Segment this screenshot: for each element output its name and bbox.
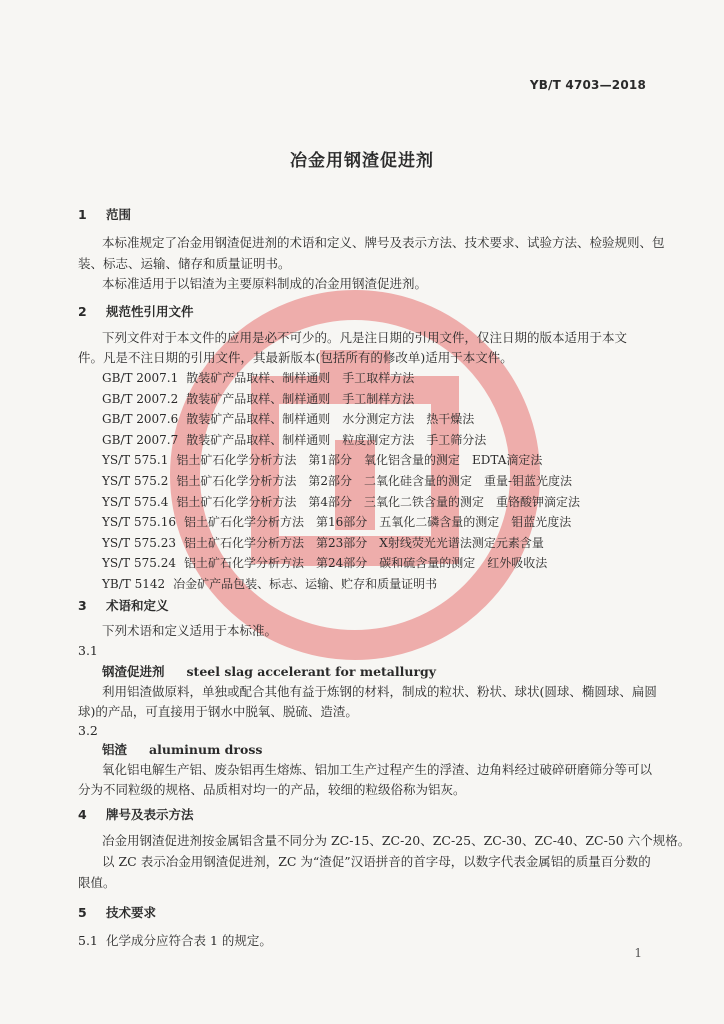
reference-code: YS/T 575.4 [102, 494, 169, 509]
reference-code: YB/T 5142 [102, 577, 166, 591]
reference-item [102, 430, 486, 450]
section-2-paragraph-cont: 件。凡是不注日期的引用文件，其最新版本(包括所有的修改单)适用于本文件。 [78, 350, 513, 365]
reference-code: GB/T 2007.1 [102, 371, 179, 385]
section-3-heading: 3 术语和定义 [78, 598, 169, 613]
reference-title: 冶金矿产品包装、标志、运输、贮存和质量证明书 [173, 577, 438, 591]
term-3-1-definition-cont: 球)的产品，可直接用于钢水中脱氧、脱硫、造渣。 [78, 704, 358, 719]
reference-title: 铝土矿石化学分析方法 第23部分 X射线荧光光谱法测定元素含量 [184, 535, 544, 550]
reference-item [102, 450, 542, 470]
reference-item [102, 574, 437, 594]
section-5-1: 5.1 化学成分应符合表 1 的规定。 [78, 933, 272, 948]
reference-item [102, 368, 414, 388]
reference-title: 散装矿产品取样、制样通则 粒度测定方法 手工筛分法 [186, 432, 487, 447]
term-3-2-number: 3.2 [78, 723, 98, 738]
reference-title: 铝土矿石化学分析方法 第24部分 碳和硫含量的测定 红外吸收法 [184, 556, 548, 571]
reference-item [102, 492, 580, 512]
document-code: YB/T 4703—2018 [529, 78, 646, 92]
section-4-heading: 4 牌号及表示方法 [78, 807, 194, 822]
page-number: 1 [634, 946, 642, 960]
reference-code: GB/T 2007.2 [102, 391, 179, 406]
section-4-paragraph-1: 冶金用钢渣促进剂按金属铝含量不同分为 ZC-15、ZC-20、ZC-25、ZC-30、ZC-40、ZC-50 六个规格。 [102, 833, 691, 848]
reference-title: 铝土矿石化学分析方法 第1部分 氧化铝含量的测定 EDTA滴定法 [176, 453, 543, 468]
section-2-paragraph: 下列文件对于本文件的应用是必不可少的。凡是注日期的引用文件，仅注日期的版本适用于本文 [102, 330, 628, 345]
term-3-1-definition: 利用铝渣做原料，单独或配合其他有益于炼钢的材料，制成的粒状、粉状、球状(圆球、椭圆球、扁圆 [102, 684, 657, 699]
reference-item [102, 471, 572, 491]
section-1-paragraph: 本标准规定了冶金用钢渣促进剂的术语和定义、牌号及表示方法、技术要求、试验方法、检验规则、包 [102, 235, 665, 250]
reference-title: 散装矿产品取样、制样通则 手工制样方法 [186, 391, 415, 406]
section-2-heading: 2 规范性引用文件 [78, 304, 194, 319]
reference-title: 铝土矿石化学分析方法 第4部分 三氧化二铁含量的测定 重铬酸钾滴定法 [176, 494, 580, 509]
section-1-paragraph-cont: 装、标志、运输、储存和质量证明书。 [78, 256, 291, 271]
term-3-2-definition: 氧化铝电解生产铝、废杂铝再生熔炼、铝加工生产过程产生的浮渣、边角料经过破碎研磨筛分等可以 [102, 762, 653, 777]
reference-item [102, 389, 414, 409]
reference-title: 散装矿产品取样、制样通则 手工取样方法 [186, 371, 415, 385]
reference-item [102, 512, 571, 532]
section-4-paragraph-2-cont: 限值。 [78, 875, 116, 890]
reference-item [102, 533, 544, 553]
reference-title: 散装矿产品取样、制样通则 水分测定方法 热干燥法 [186, 412, 475, 427]
reference-item [102, 409, 474, 429]
reference-title: 铝土矿石化学分析方法 第16部分 五氧化二磷含量的测定 钼蓝光度法 [184, 515, 572, 530]
section-4-paragraph-2: 以 ZC 表示冶金用钢渣促进剂，ZC 为“渣促”汉语拼音的首字母，以数字代表金属铝的质量百分数的 [102, 854, 651, 869]
reference-code: GB/T 2007.6 [102, 412, 179, 427]
term-3-2-definition-cont: 分为不同粒级的规格、品质相对均一的产品，较细的粒级俗称为铝灰。 [78, 782, 466, 797]
reference-code: GB/T 2007.7 [102, 432, 179, 447]
reference-code: YS/T 575.24 [102, 556, 176, 571]
reference-title: 铝土矿石化学分析方法 第2部分 二氧化硅含量的测定 重量-钼蓝光度法 [176, 474, 573, 488]
section-1-scope: 本标准适用于以铝渣为主要原料制成的冶金用钢渣促进剂。 [102, 276, 428, 291]
term-3-1-number: 3.1 [78, 643, 98, 658]
reference-item [102, 553, 547, 573]
reference-code: YS/T 575.1 [102, 453, 169, 468]
document-title: 冶金用钢渣促进剂 [290, 151, 434, 171]
section-1-heading: 1 范围 [78, 207, 132, 222]
reference-code: YS/T 575.16 [102, 515, 176, 530]
section-5-heading: 5 技术要求 [78, 905, 157, 920]
reference-code: YS/T 575.2 [102, 474, 169, 488]
reference-code: YS/T 575.23 [102, 535, 176, 550]
section-3-intro: 下列术语和定义适用于本标准。 [102, 623, 278, 638]
term-3-1-title: 钢渣促进剂 steel slag accelerant for metallurgy [102, 664, 437, 679]
term-3-2-title: 铝渣 aluminum dross [102, 742, 263, 757]
